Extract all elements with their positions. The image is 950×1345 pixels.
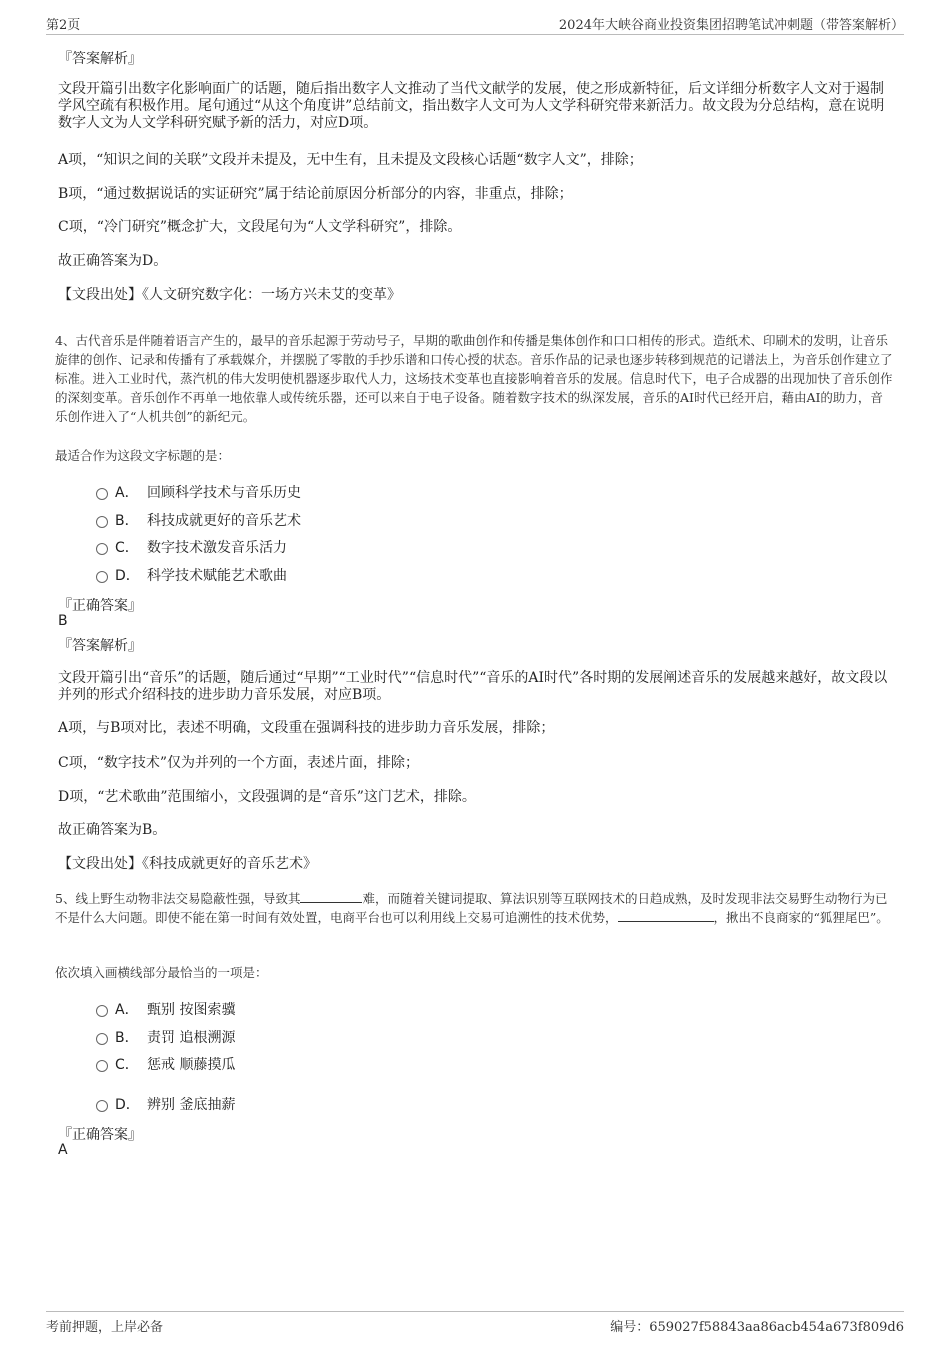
q3-analysis-label: 『答案解析』 [58, 51, 142, 67]
fill-blank-2 [618, 909, 714, 922]
radio-icon[interactable] [96, 571, 108, 583]
option-letter: D． [115, 1097, 140, 1113]
radio-icon[interactable] [96, 488, 108, 500]
footer-slogan: 考前押题，上岸必备 [46, 1320, 164, 1335]
radio-icon[interactable] [96, 1100, 108, 1112]
q4-option-b[interactable] [96, 510, 301, 530]
radio-icon[interactable] [96, 516, 108, 528]
q3-conclusion: 故正确答案为D。 [58, 253, 168, 269]
q3-source: 【文段出处】《人文研究数字化：一场方兴未艾的变革》 [58, 287, 401, 303]
q4-option-a-analysis: A项，与B项对比，表述不明确，文段重在强调科技的进步助力音乐发展，排除； [58, 720, 555, 736]
page-header [46, 14, 904, 35]
option-text: 科技成就更好的音乐艺术 [147, 513, 301, 529]
q5-option-d[interactable] [96, 1094, 235, 1114]
radio-icon[interactable] [96, 1060, 108, 1072]
document-title: 2024年大峡谷商业投资集团招聘笔试冲刺题（带答案解析） [558, 18, 904, 33]
q3-option-c-analysis: C项，“冷门研究”概念扩大，文段尾句为“人文学科研究”，排除。 [58, 219, 462, 235]
radio-icon[interactable] [96, 543, 108, 555]
q4-analysis-text: 文段开篇引出“音乐”的话题，随后通过“早期”“工业时代”“信息时代”“音乐的AI时代”各时期的发展阐述音乐的发展越来越好，故文段以并列的形式介绍科技的进步助力音乐发展，对应B项。 [58, 670, 888, 703]
fill-blank-1 [300, 890, 362, 903]
q5-correct-label: 『正确答案』 [58, 1127, 142, 1143]
option-text: 回顾科学技术与音乐历史 [147, 485, 301, 501]
radio-icon[interactable] [96, 1005, 108, 1017]
radio-icon[interactable] [96, 1033, 108, 1045]
q4-correct-answer: B [58, 613, 68, 629]
q4-option-d-analysis: D项，“艺术歌曲”范围缩小，文段强调的是“音乐”这门艺术，排除。 [58, 789, 476, 805]
option-text: 数字技术激发音乐活力 [147, 540, 287, 556]
option-letter: A． [115, 485, 139, 501]
page-number: 第2页 [46, 18, 81, 33]
q5-text-part-3: ，揪出不良商家的“狐狸尾巴”。 [713, 910, 889, 925]
option-text: 责罚 追根溯源 [147, 1030, 236, 1046]
q3-option-b-analysis: B项，“通过数据说话的实证研究”属于结论前原因分析部分的内容，非重点，排除； [58, 186, 573, 202]
option-text: 辨别 釜底抽薪 [147, 1097, 236, 1113]
q5-option-b[interactable] [96, 1027, 235, 1047]
option-text: 惩戒 顺藤摸瓜 [147, 1057, 236, 1073]
page-footer [46, 1311, 904, 1335]
q4-option-c[interactable] [96, 537, 287, 557]
q5-question-text [55, 889, 895, 927]
option-letter: D． [115, 568, 140, 584]
q4-prompt: 最适合作为这段文字标题的是： [55, 448, 231, 463]
q4-option-a[interactable] [96, 482, 301, 502]
q4-correct-label: 『正确答案』 [58, 598, 142, 614]
q5-text-part-1: 5、线上野生动物非法交易隐蔽性强，导致其 [55, 891, 301, 906]
option-letter: B． [115, 513, 139, 529]
q4-option-d[interactable] [96, 565, 287, 585]
document-id: 编号：659027f58843aa86acb454a673f809d6 [610, 1320, 904, 1335]
q4-question-text: 4、古代音乐是伴随着语言产生的，最早的音乐起源于劳动号子，早期的歌曲创作和传播是集体创作和口口相传的形式。造纸术、印刷术的发明，让音乐旋律的创作、记录和传播有了承载媒介，并摆脱了零散的手抄乐谱和口传心授的状态。音乐作品的记录也逐步转移到规范的记谱法上，为音乐创作建立了标准。进入工业时代，蒸汽机的伟大发明使机器逐步取代人力，这场技术变革也直接影响着音乐的发展。信息时代下，电子合成器的出现加快了音乐创作的深刻变革。音乐创作不再单一地依靠人或传统乐器，还可以来自于电子设备。随着数字技术的纵深发展，音乐的AI时代已经开启，藉由AI的助力，音乐创作进入了“人机共创”的新纪元。 [55, 333, 893, 424]
q5-text-part-2: 难，而随着关键词提取、算法识别等互联网技术的日趋成熟，及时发现非法交易野生动物行为已不是什么大问题。即使不能在第一时间有效处置，电商平台也可以利用线上交易可追溯性的技术优势， [55, 891, 888, 925]
q5-correct-answer: A [58, 1142, 68, 1158]
q5-prompt: 依次填入画横线部分最恰当的一项是： [55, 965, 268, 980]
q5-option-c[interactable] [96, 1054, 235, 1074]
q3-option-a-analysis: A项，“知识之间的关联”文段并未提及，无中生有，且未提及文段核心话题“数字人文”，排除； [58, 152, 643, 168]
q3-analysis-text: 文段开篇引出数字化影响面广的话题，随后指出数字人文推动了当代文献学的发展，使之形成新特征，后文详细分析数字人文对于遏制学风空疏有积极作用。尾句通过“从这个角度讲”总结前文，指出数字人文可为人文学科研究带来新活力。故文段为分总结构，意在说明数字人文为人文学科研究赋予新的活力，对应D项。 [58, 81, 885, 131]
q4-conclusion: 故正确答案为B。 [58, 822, 167, 838]
q4-option-c-analysis: C项，“数字技术”仅为并列的一个方面，表述片面，排除； [58, 755, 420, 771]
option-letter: B． [115, 1030, 139, 1046]
option-text: 甄别 按图索骥 [147, 1002, 236, 1018]
option-text: 科学技术赋能艺术歌曲 [147, 568, 287, 584]
q4-analysis-label: 『答案解析』 [58, 638, 142, 654]
option-letter: A． [115, 1002, 139, 1018]
q5-option-a[interactable] [96, 999, 235, 1019]
option-letter: C． [115, 540, 139, 556]
q4-source: 【文段出处】《科技成就更好的音乐艺术》 [58, 856, 317, 872]
option-letter: C． [115, 1057, 139, 1073]
